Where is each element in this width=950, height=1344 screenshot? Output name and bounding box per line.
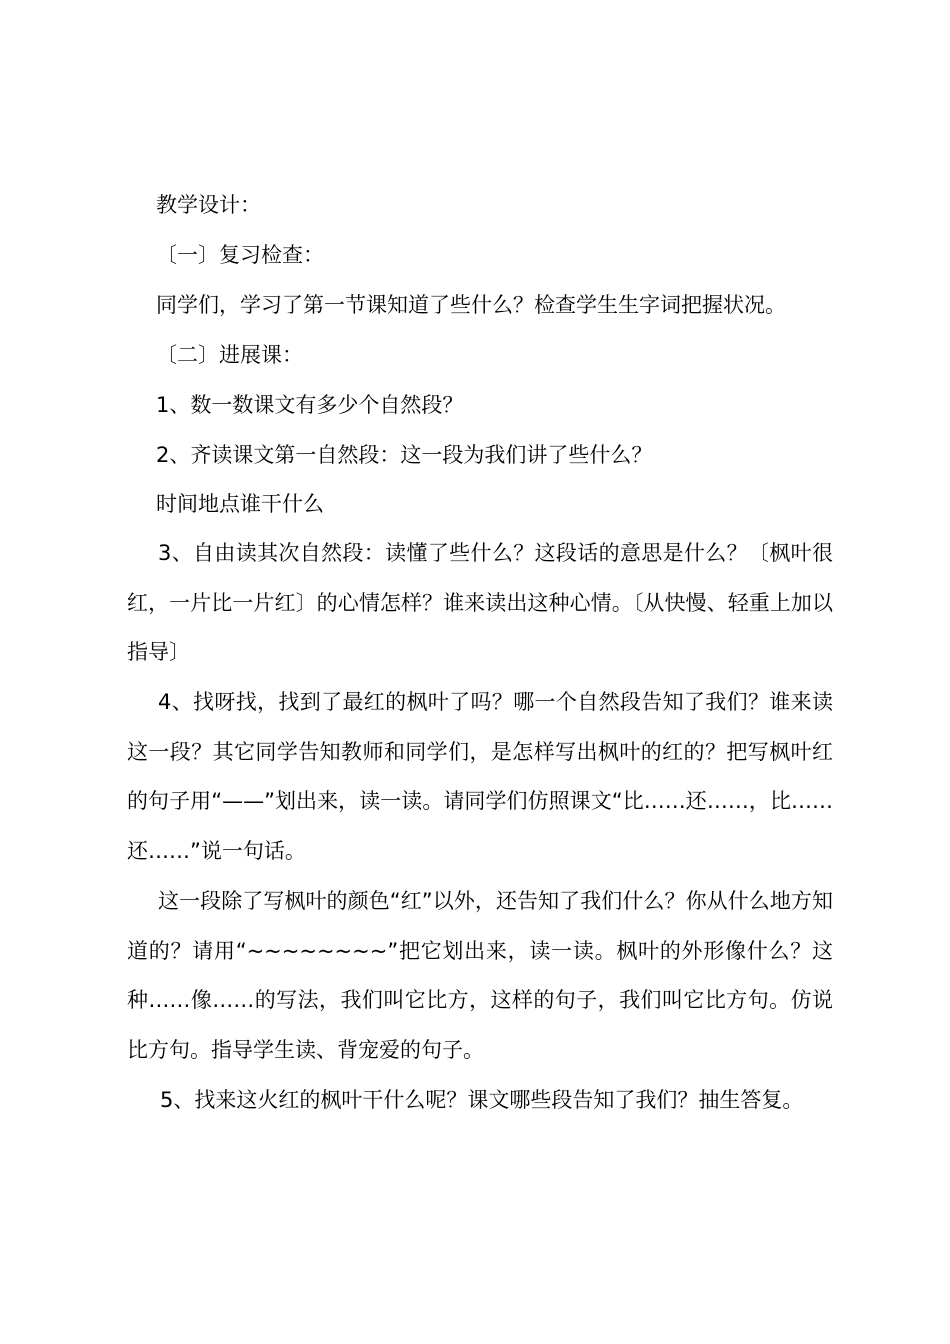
item-5-paragraph: 5、找来这火红的枫叶干什么呢？课文哪些段告知了我们？抽生答复。 — [160, 1088, 804, 1112]
section-1-title: 〔一〕复习检查： — [156, 243, 324, 267]
heading: 教学设计： — [156, 193, 261, 217]
item-2-note: 时间地点谁干什么 — [156, 492, 324, 516]
item-4-extra-paragraph: 这一段除了写枫叶的颜色“红”以外，还告知了我们什么？你从什么地方知道的？请用“~~~~~~~~”把它划出来，读一读。枫叶的外形像什么？这种……像……的写法，我们叫它比方，这样的句子，我们叫它比方句。仿说比方句。指导学生读、背宠爱的句子。 — [127, 889, 833, 1062]
item-4-paragraph: 4、找呀找，找到了最红的枫叶了吗？哪一个自然段告知了我们？谁来读这一段？其它同学告知教师和同学们，是怎样写出枫叶的红的？把写枫叶红的句子用“——”划出来，读一读。请同学们仿照课文“比……还……，比……还……”说一句话。 — [127, 690, 833, 863]
section-2-title: 〔二〕进展课： — [156, 343, 303, 367]
item-1: 1、数一数课文有多少个自然段？ — [156, 393, 464, 417]
item-3-paragraph: 3、自由读其次自然段：读懂了些什么？这段话的意思是什么？〔枫叶很红，一片比一片红〕的心情怎样？谁来读出这种心情。〔从快慢、轻重上加以指导〕 — [127, 541, 833, 664]
section-1-text: 同学们，学习了第一节课知道了些什么？检查学生生字词把握状况。 — [156, 293, 786, 317]
item-2: 2、齐读课文第一自然段：这一段为我们讲了些什么？ — [156, 443, 653, 467]
